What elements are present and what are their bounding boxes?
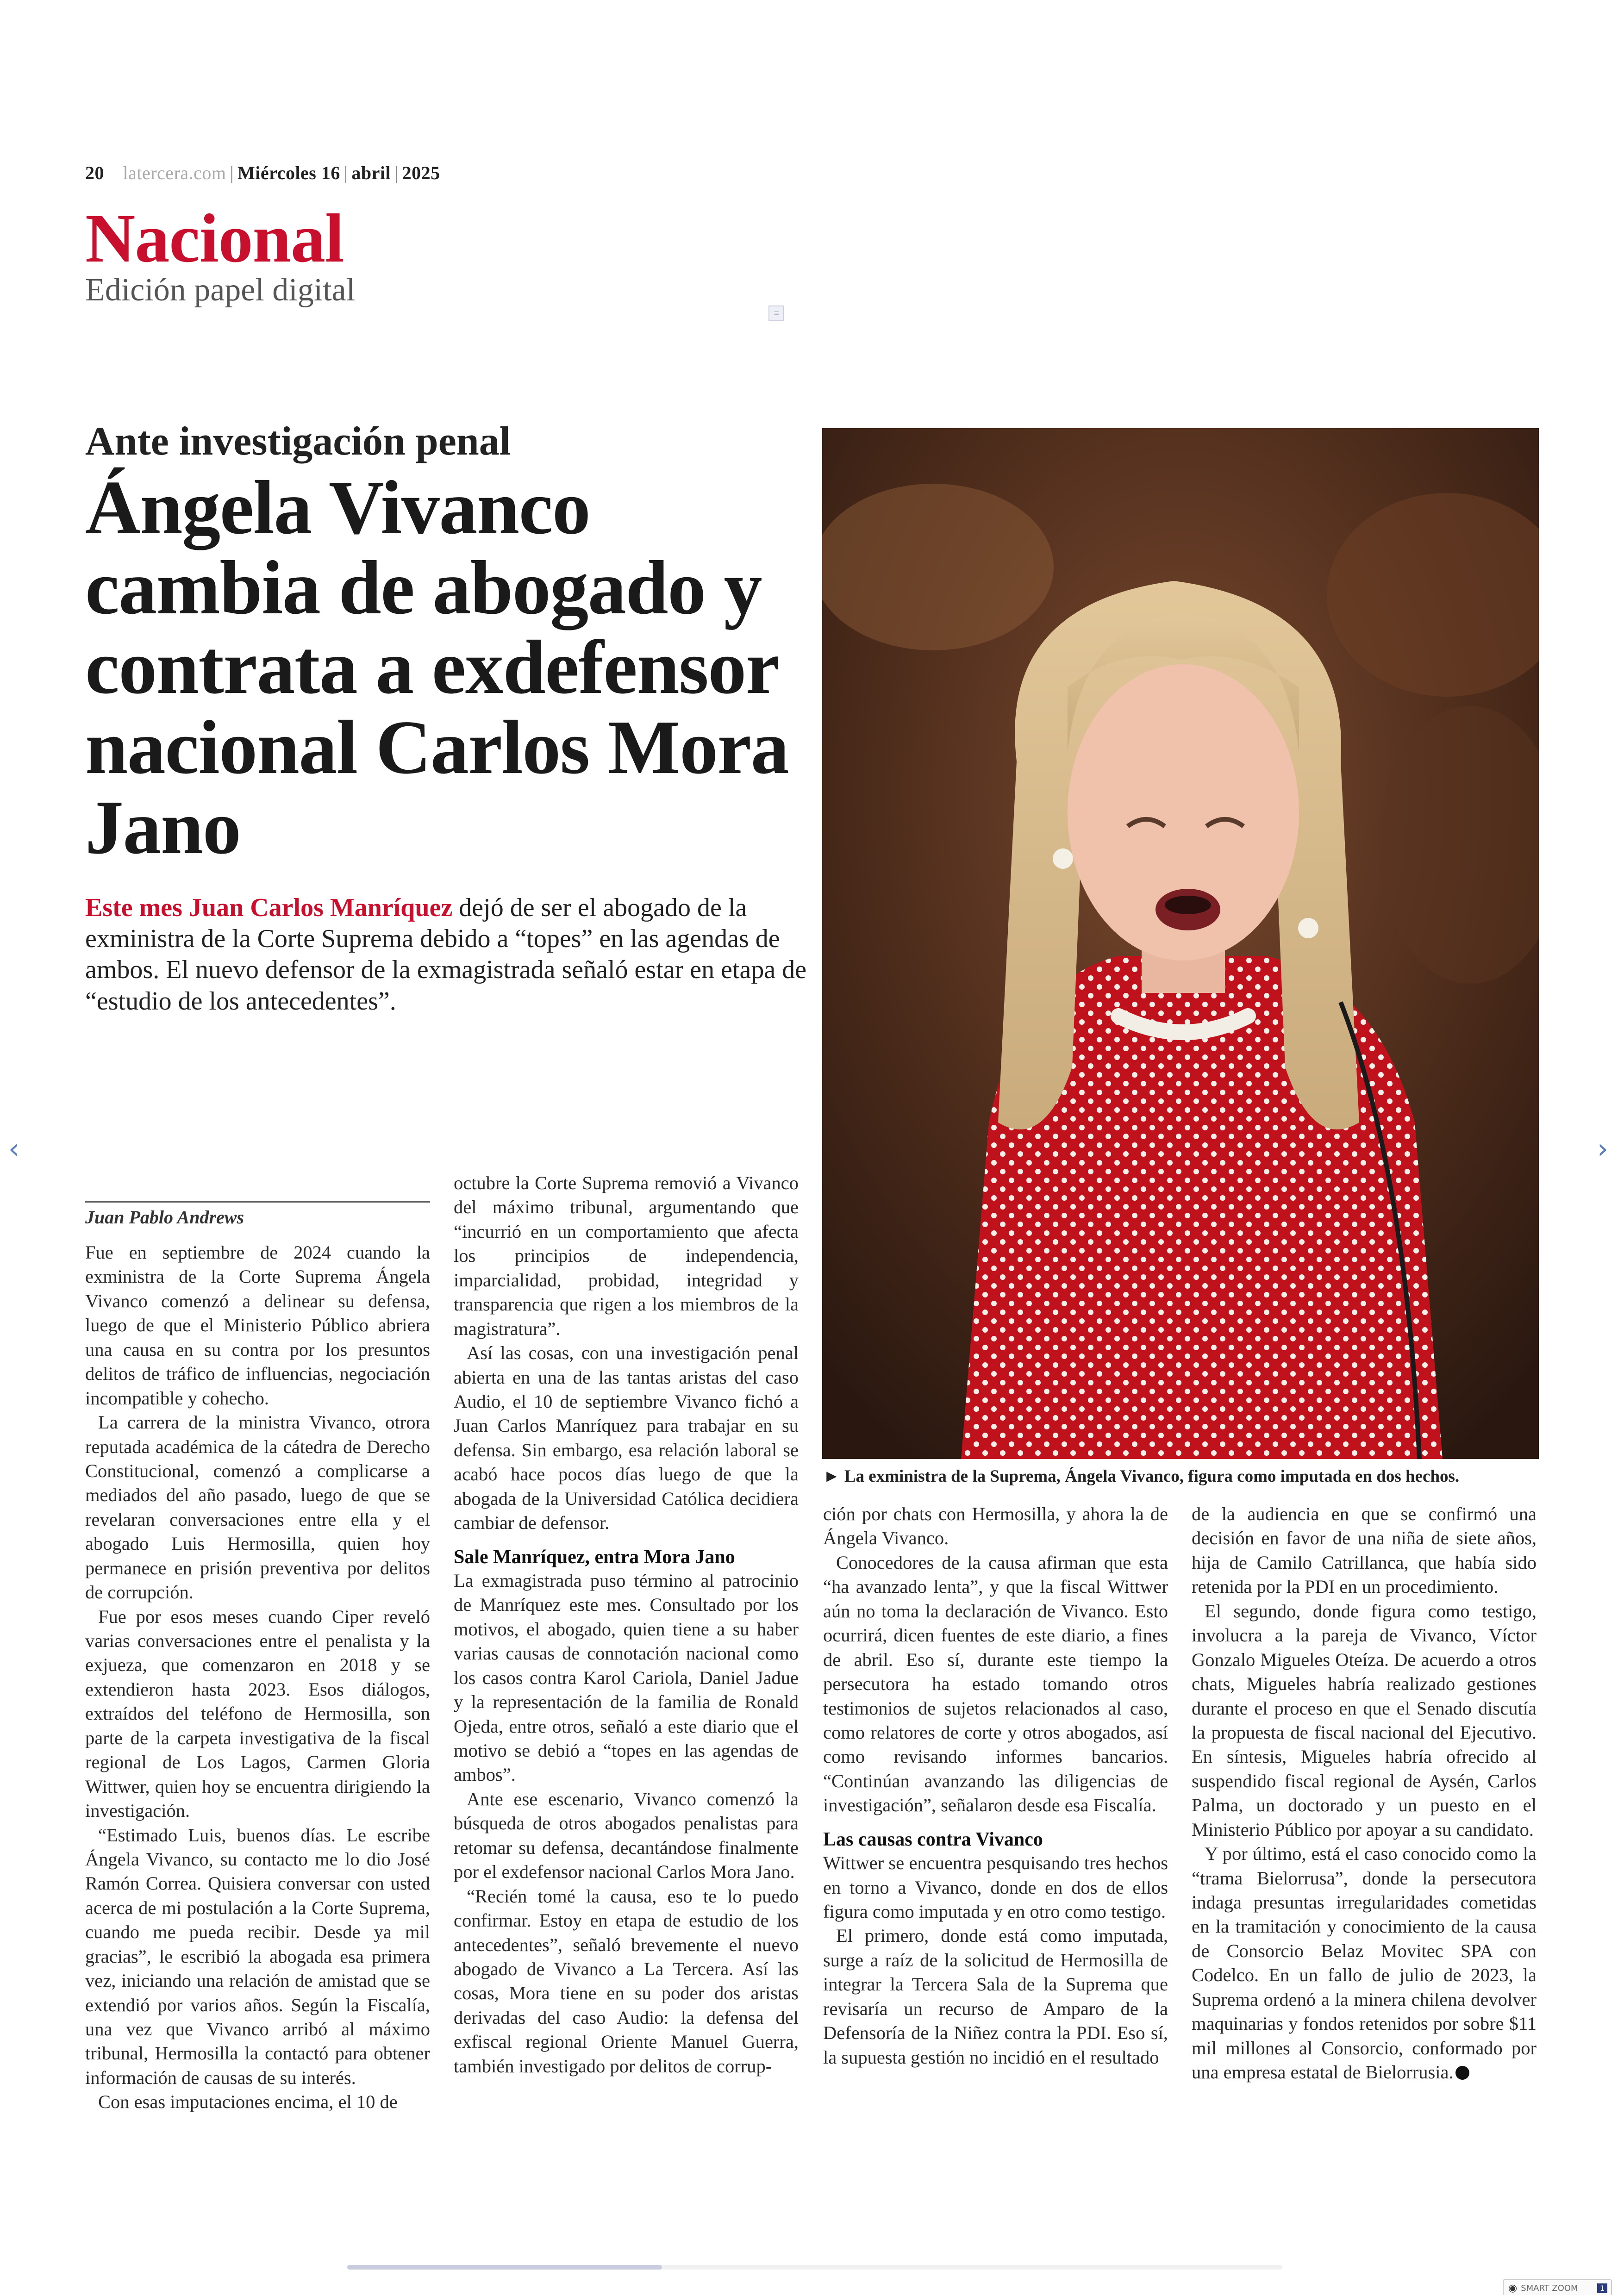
article-kicker: Ante investigación penal xyxy=(85,419,511,464)
date-day: Miércoles 16 xyxy=(237,162,340,183)
page-indicator: 1 xyxy=(1597,2283,1607,2293)
paragraph: Con esas imputaciones encima, el 10 de xyxy=(98,2091,398,2113)
article-byline: Juan Pablo Andrews xyxy=(85,1201,430,1228)
page-folio: 20 latercera.com | Miércoles 16 | abril | 2025 xyxy=(85,162,440,183)
smart-zoom-label: SMART ZOOM xyxy=(1521,2283,1578,2293)
paragraph: ción por chats con Hermosilla, y ahora la de Ángela Vivanco. xyxy=(823,1503,1168,1549)
paragraph: El primero, donde está como imputada, surge a raíz de la solicitud de Hermosilla de integrar la Tercera Sala de la Suprema que revisaría un recurso de Amparo de la Defensoría de la Niñez contra la PDI. Eso sí, la supuesta gestión no incidió en el resultado xyxy=(823,1925,1168,2068)
body-column-3 xyxy=(823,1502,1168,2070)
date-month: abril xyxy=(351,162,391,183)
next-page-arrow[interactable]: › xyxy=(1597,1133,1608,1165)
paragraph: Ante ese escenario, Vivanco comenzó la búsqueda de otros abogados penalistas para retomar su defensa, decantándose finalmente por el exdefensor nacional Carlos Mora Jano. xyxy=(454,1788,799,1883)
lede-text: dejó de ser el abogado de la exministra de la Corte Suprema debido a “topes” en las agendas de ambos. El nuevo defensor de la exmagistrada señaló estar en etapa de “estudio de los antecedentes”. xyxy=(85,893,807,1016)
article-lede xyxy=(85,892,817,1017)
paragraph: Así las cosas, con una investigación penal abierta en una de las tantas aristas del caso Audio, el 10 de septiembre Vivanco fichó a Juan Carlos Manríquez para trabajar en su defensa. Sin embargo, esa relación laboral se acabó hace pocos días luego de que la abogada de la Universidad Católica decidiera cambiar de defensor. xyxy=(454,1342,799,1534)
photo-caption: ► La exministra de la Suprema, Ángela Vivanco, figura como imputada en dos hechos. xyxy=(823,1467,1460,1486)
body-column-1 xyxy=(85,1241,430,2114)
paragraph: El segundo, donde figura como testigo, involucra a la pareja de Vivanco, Víctor Gonzalo Migueles Oteíza. De acuerdo a otros chats, Migueles habría realizado gestiones durante el proceso en que el Senado discutía la propuesta de fiscal nacional del Ejecutivo. En síntesis, Migueles habría ofrecido al suspendido fiscal regional de Aysén, Carlos Palma, un doctorado y un puesto en el Ministerio Público por apoyar a su candidato. xyxy=(1192,1600,1537,1840)
lede-highlight: Este mes Juan Carlos Manríquez xyxy=(85,893,453,922)
page-marker-icon[interactable]: ≡ xyxy=(768,306,784,321)
previous-page-arrow[interactable]: ‹ xyxy=(8,1133,19,1165)
subheading-manriquez: Sale Manríquez, entra Mora Jano xyxy=(454,1546,735,1568)
paragraph: La exmagistrada puso término al patrocinio de Manríquez este mes. Consultado por los motivos, el abogado, quien tiene a su haber varias causas de connotación nacional como los casos contra Karol Cariola, Daniel Jadue y la representación de la familia de Ronald Ojeda, entre otros, señaló a este diario que el motivo se debió a “topes en las agendas de ambos”. xyxy=(454,1570,799,1785)
date-year: 2025 xyxy=(402,162,440,183)
horizontal-scrollbar[interactable] xyxy=(347,2265,1282,2270)
page-number: 20 xyxy=(85,162,104,183)
paragraph: octubre la Corte Suprema removió a Vivanco del máximo tribunal, argumentando que “incurrió en un comportamiento que afecta los principios de independencia, imparcialidad, probidad, integridad y transparencia que rigen a los miembros de la magistratura”. xyxy=(454,1172,799,1339)
paragraph: de la audiencia en que se confirmó una decisión en favor de una niña de siete años, hija de Camilo Catrillanca, que había sido retenida por la PDI en un procedimiento. xyxy=(1192,1503,1537,1597)
paragraph: Conocedores de la causa afirman que esta “ha avanzado lenta”, y que la fiscal Wittwer aún no toma la declaración de Vivanco. Esto ocurrirá, dicen fuentes de este diario, a fines de abril. Eso sí, durante este tiempo la persecutora ha estado tomando otros testimonios de sujetos relacionados al caso, como relatores de corte y otros abogados, así como revisando informes bancarios. “Continúan avanzando las diligencias de investigación”, señalaron desde esa Fiscalía. xyxy=(823,1552,1168,1816)
portrait-image xyxy=(822,428,1539,1459)
section-subtitle: Edición papel digital xyxy=(85,272,356,308)
body-column-2 xyxy=(454,1171,799,2078)
end-mark-icon xyxy=(1455,2066,1469,2080)
paragraph-last: Y por último, está el caso conocido como la “trama Bielorrusa”, donde la persecutora indaga presuntas irregularidades cometidas en la tramitación y conocimiento de la causa de Consorcio Belaz Movitec SPA con Codelco. En un fallo de julio de 2023, la Suprema ordenó a la minera chilena devolver maquinarias y fondos retenidos por sobre $11 mil millones al Consorcio, conformado por una empresa estatal de Bielorrusia. xyxy=(1192,1843,1537,2083)
eye-icon: ◉ xyxy=(1508,2282,1518,2294)
paragraph: La carrera de la ministra Vivanco, otrora reputada académica de la cátedra de Derecho Constitucional, comenzó a complicarse a mediados del año pasado, luego de que se revelaran conversaciones entre ella y el abogado Luis Hermosilla, quien hoy permanece en prisión preventiva por delitos de corrupción. xyxy=(85,1412,430,1603)
body-column-4 xyxy=(1192,1502,1537,2085)
scrollbar-thumb[interactable] xyxy=(347,2265,662,2270)
paragraph: “Recién tomé la causa, eso te lo puedo confirmar. Estoy en etapa de estudio de los antecedentes”, señaló brevemente el nuevo abogado de Vivanco a La Tercera. Así las cosas, Mora tiene en su poder dos aristas derivadas del caso Audio: la defensa del exfiscal regional Oriente Manuel Guerra, también investigado por delitos de corrup- xyxy=(454,1885,799,2077)
paragraph: Fue por esos meses cuando Ciper reveló varias conversaciones entre el penalista y la exjueza, que comenzaron en 2018 y se extendieron hasta 2023. Esos diálogos, extraídos del teléfono de Hermosilla, son parte de la carpeta investigativa de la fiscal regional de Los Lagos, Carmen Gloria Wittwer, quien hoy se encuentra dirigiendo la investigación. xyxy=(85,1606,430,1821)
paragraph: “Estimado Luis, buenos días. Le escribe Ángela Vivanco, su contacto me lo dio José Ramón Correa. Quisiera conversar con usted acerca de mi postulación a la Corte Suprema, cuando me pueda recibir. Desde ya mil gracias”, le escribió la abogada esa primera vez, iniciando una relación de amistad que se extendió por varios años. Según la Fiscalía, una vez que Vivanco arribó al máximo tribunal, Hermosilla la contactó para obtener información de causas de su interés. xyxy=(85,1824,430,2088)
section-title: Nacional xyxy=(85,200,344,277)
smart-zoom-button[interactable] xyxy=(1503,2279,1612,2295)
article-headline: Ángela Vivanco cambia de abogado y contrata a exdefensor nacional Carlos Mora Jano xyxy=(85,465,789,870)
subheading-causas: Las causas contra Vivanco xyxy=(823,1828,1043,1850)
paragraph: Wittwer se encuentra pesquisando tres hechos en torno a Vivanco, donde en dos de ellos figura como imputada y en otro como testigo. xyxy=(823,1852,1168,1922)
site-name: latercera.com xyxy=(123,162,226,183)
paragraph: Fue en septiembre de 2024 cuando la exministra de la Corte Suprema Ángela Vivanco comenzó a delinear su defensa, luego de que el Ministerio Público abriera una causa en su contra por los presuntos delitos de tráfico de influencias, negociación incompatible y cohecho. xyxy=(85,1242,430,1409)
article-photo xyxy=(822,428,1539,1459)
